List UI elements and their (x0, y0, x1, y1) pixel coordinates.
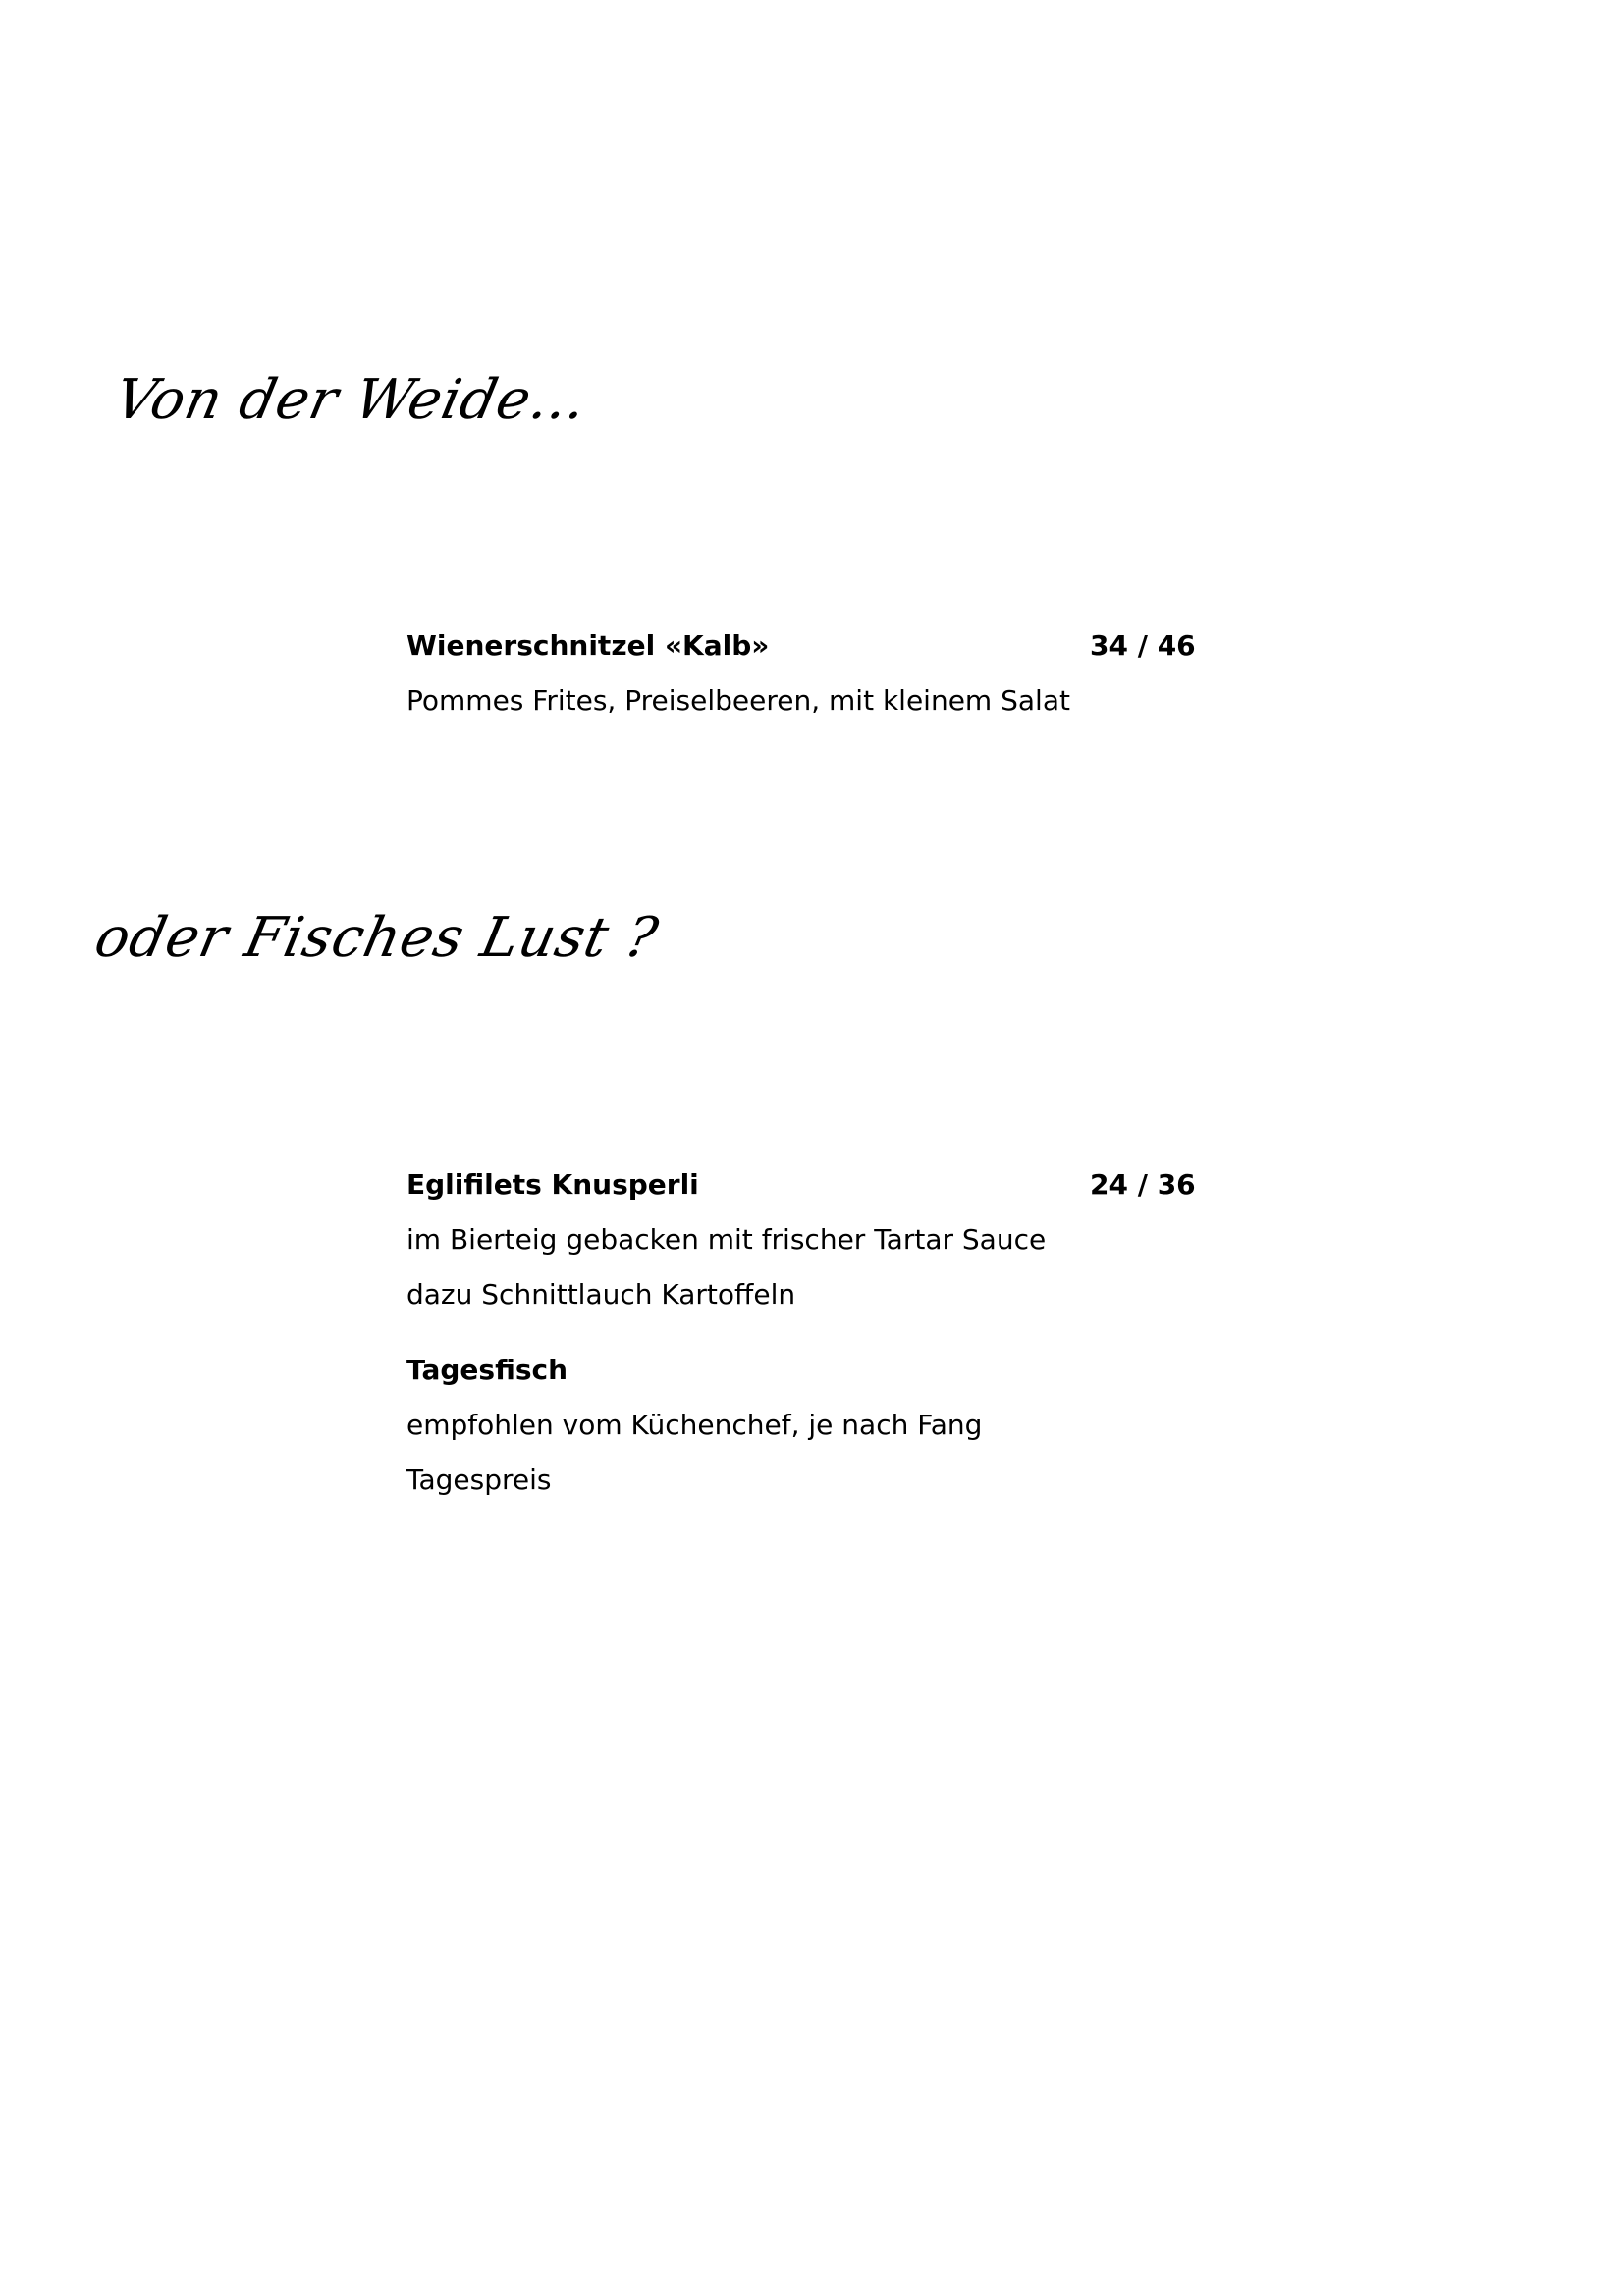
dish-name-wienerschnitzel: Wienerschnitzel «Kalb» (406, 629, 770, 662)
dish-description-tagesfisch-line2: Tagespreis (406, 1464, 552, 1496)
section-heading-fisch: oder Fisches Lust ? (89, 906, 665, 970)
dish-description-eglifilets-line2: dazu Schnittlauch Kartoffeln (406, 1278, 796, 1310)
dish-price-eglifilets: 24 / 36 (1090, 1168, 1196, 1201)
section-heading-weide: Von der Weide… (109, 368, 594, 432)
dish-description-wienerschnitzel: Pommes Frites, Preiselbeeren, mit kleinem Salat (406, 684, 1070, 717)
dish-description-tagesfisch-line1: empfohlen vom Küchenchef, je nach Fang (406, 1409, 983, 1441)
dish-description-eglifilets-line1: im Bierteig gebacken mit frischer Tartar Sauce (406, 1223, 1047, 1255)
dish-price-wienerschnitzel: 34 / 46 (1090, 629, 1196, 662)
dish-name-tagesfisch: Tagesfisch (406, 1354, 568, 1386)
dish-name-eglifilets: Eglifilets Knusperli (406, 1168, 699, 1201)
